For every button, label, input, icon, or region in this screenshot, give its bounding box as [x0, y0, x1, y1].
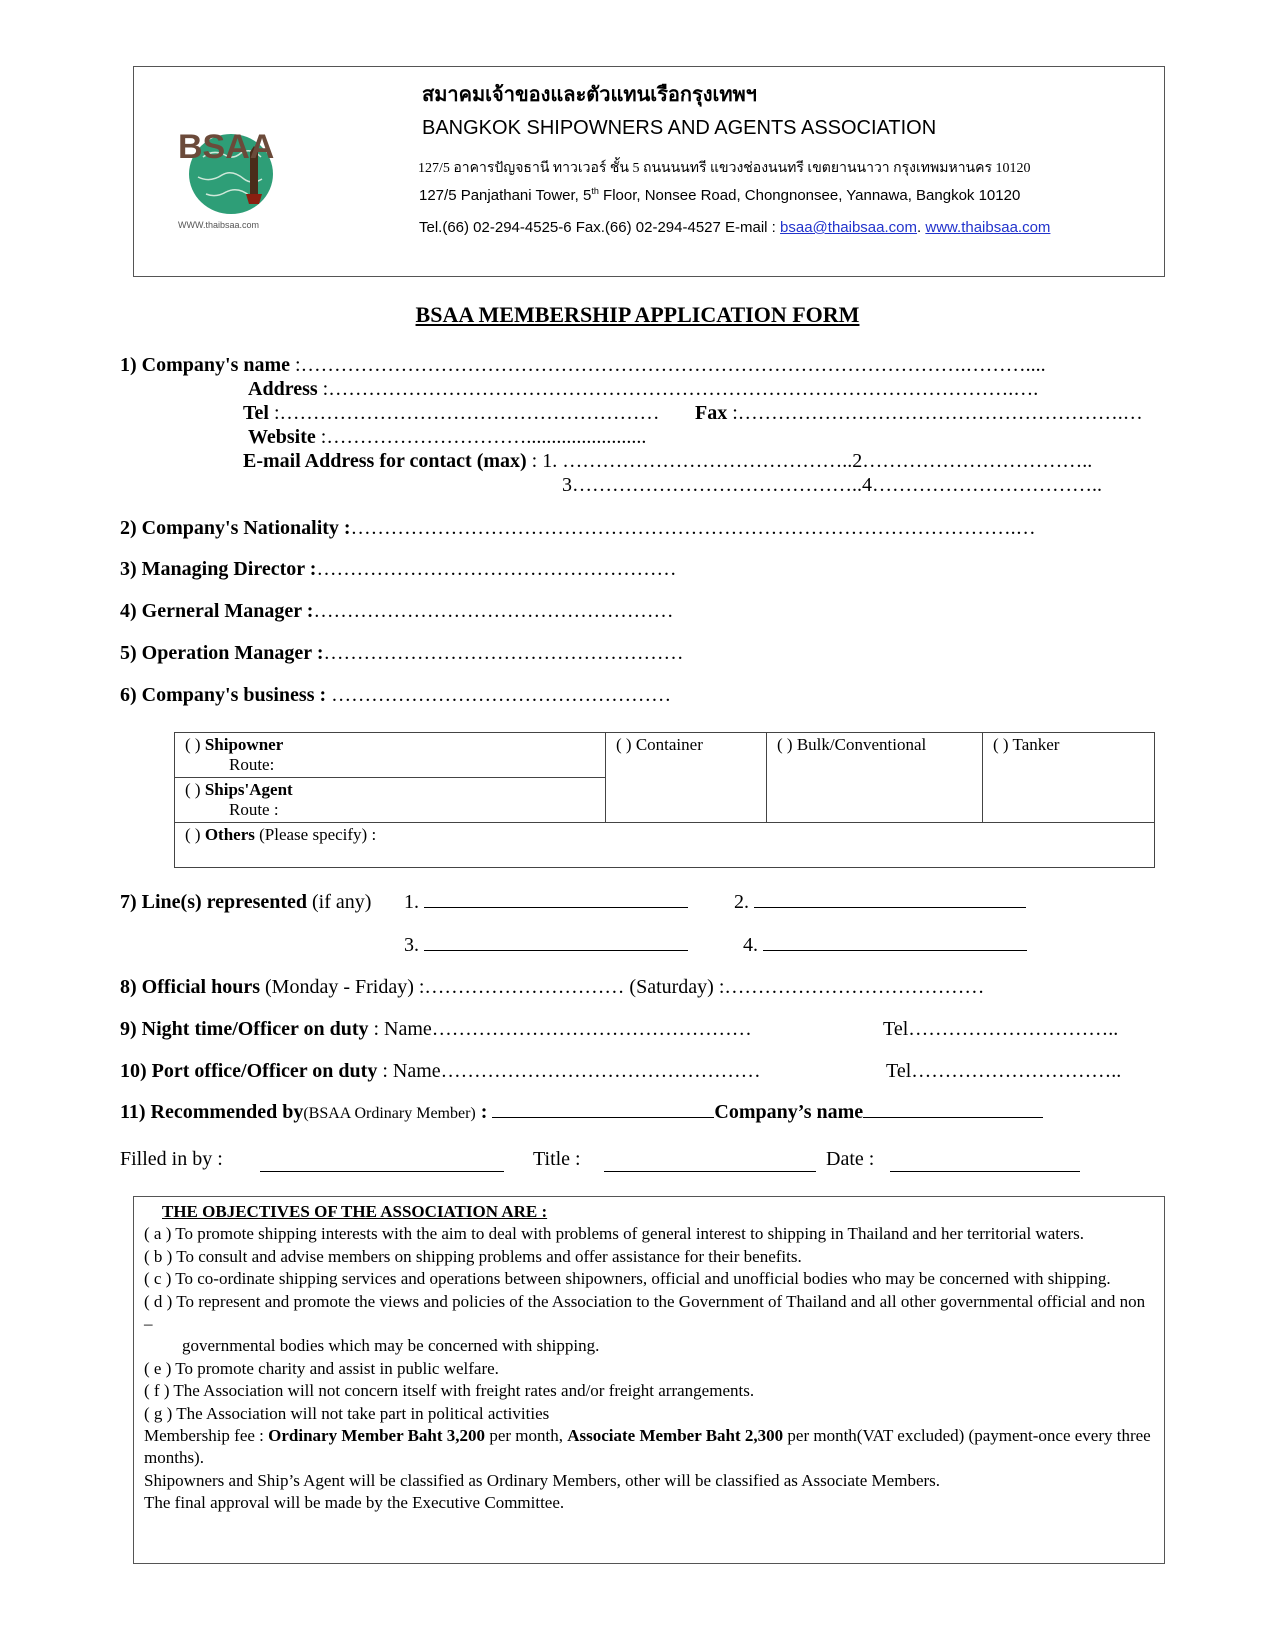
operation-manager-field[interactable]: 5) Operation Manager :………………………………………………: [120, 642, 684, 664]
filled-in-by-field[interactable]: Filled in by :: [120, 1148, 223, 1170]
website-field[interactable]: Website :…………………………........................: [248, 426, 647, 448]
objective-b: ( b ) To consult and advise members on shipping problems and offer assistance for their benefits.: [144, 1246, 802, 1266]
nationality-field[interactable]: 2) Company's Nationality :……………………………………………………………………………………….…: [120, 517, 1036, 539]
membership-fee: Membership fee : Ordinary Member Baht 3,200 per month, Associate Member Baht 2,300 per month(VAT excluded) (payment-once every three months).: [144, 1426, 1151, 1468]
association-thai-name: สมาคมเจ้าของและตัวแทนเรือกรุงเทพฯ: [422, 84, 757, 106]
business-type-table: [174, 732, 1155, 868]
ships-agent-cell[interactable]: ( ) Ships'Agent Route :: [175, 778, 606, 823]
line-1-field[interactable]: 1.: [404, 891, 688, 914]
line-2-field[interactable]: 2.: [734, 891, 1026, 914]
official-hours-field[interactable]: 8) Official hours (Monday - Friday) :………………………… (Saturday) :…………………………………: [120, 976, 985, 998]
shipowner-cell[interactable]: ( ) Shipowner Route:: [175, 733, 606, 778]
title-field-label: Title :: [533, 1148, 581, 1170]
date-line[interactable]: [890, 1170, 1080, 1172]
night-officer-name-field[interactable]: 9) Night time/Officer on duty : Name…………………………………………: [120, 1018, 752, 1040]
objectives-heading: THE OBJECTIVES OF THE ASSOCIATION ARE :: [162, 1202, 548, 1221]
port-officer-name-field[interactable]: 10) Port office/Officer on duty : Name…………………………………………: [120, 1060, 761, 1082]
svg-text:WWW.thaibsaa.com: WWW.thaibsaa.com: [178, 220, 260, 230]
objective-d-cont: governmental bodies which may be concerned with shipping.: [182, 1336, 600, 1356]
line-3-field[interactable]: 3.: [404, 934, 688, 957]
objective-f: ( f ) The Association will not concern itself with freight rates and/or freight arrangements.: [144, 1381, 755, 1401]
association-english-name: BANGKOK SHIPOWNERS AND AGENTS ASSOCIATION: [422, 117, 937, 139]
approval-note: The final approval will be made by the Executive Committee.: [144, 1493, 565, 1513]
tel-field[interactable]: Tel :…………………………………………………: [243, 402, 660, 424]
lines-represented-label: 7) Line(s) represented (if any): [120, 891, 372, 913]
objective-g: ( g ) The Association will not take part in political activities: [144, 1403, 550, 1423]
general-manager-field[interactable]: 4) Gerneral Manager :………………………………………………: [120, 600, 674, 622]
others-cell[interactable]: ( ) Others (Please specify) :: [175, 823, 1155, 868]
email-contact-field-2[interactable]: 3……………………………………..4……………………………..: [562, 474, 1102, 496]
thai-address: 127/5 อาคารปัญจธานี ทาวเวอร์ ชั้น 5 ถนนนนทรี แขวงช่องนนทรี เขตยานนาวา กรุงเทพมหานคร 10120: [418, 161, 1031, 176]
objective-d: ( d ) To represent and promote the views and policies of the Association to the Government of Thailand and all other governmental official and non –: [144, 1291, 1146, 1334]
english-address: 127/5 Panjathani Tower, 5th Floor, Nonsee Road, Chongnonsee, Yannawa, Bangkok 10120: [419, 186, 1021, 204]
line-4-field[interactable]: 4.: [743, 934, 1027, 957]
objective-c: ( c ) To co-ordinate shipping services and operations between shipowners, official and unofficial bodies who may be concerned with shipping.: [144, 1269, 1111, 1289]
bulk-conventional-option[interactable]: ( ) Bulk/Conventional: [767, 733, 983, 823]
container-option[interactable]: ( ) Container: [606, 733, 767, 823]
date-field-label: Date :: [826, 1148, 875, 1170]
website-link[interactable]: www.thaibsaa.com: [925, 219, 1051, 236]
tanker-option[interactable]: ( ) Tanker: [983, 733, 1155, 823]
address-field[interactable]: Address :………………………………………………………………………………………….….: [248, 378, 1039, 400]
contact-line: Tel.(66) 02-294-4525-6 Fax.(66) 02-294-4527 E-mail : bsaa@thaibsaa.com. www.thaibsaa.com: [419, 219, 1051, 236]
email-link[interactable]: bsaa@thaibsaa.com: [780, 219, 918, 236]
title-line[interactable]: [604, 1170, 816, 1172]
recommended-by-field[interactable]: 11) Recommended by(BSAA Ordinary Member) : Company’s name: [120, 1101, 1043, 1124]
form-title: BSAA MEMBERSHIP APPLICATION FORM: [415, 302, 860, 327]
night-officer-tel-field[interactable]: Tel…………………………..: [883, 1018, 1119, 1040]
svg-text:BSAA: BSAA: [178, 128, 275, 166]
filled-in-by-line[interactable]: [260, 1170, 504, 1172]
fax-field[interactable]: Fax :………………………………………………….…: [695, 402, 1143, 424]
company-name-field[interactable]: 1) Company's name :……………………………………………………………………………………….………....: [120, 354, 1046, 376]
managing-director-field[interactable]: 3) Managing Director :………………………………………………: [120, 558, 677, 580]
objectives-box: [133, 1196, 1165, 1564]
company-business-field[interactable]: 6) Company's business : ……………………………………………: [120, 684, 672, 706]
objective-a: ( a ) To promote shipping interests with the aim to deal with problems of general interest to shipping in Thailand and her territorial waters.: [144, 1224, 1085, 1244]
classification-note: Shipowners and Ship’s Agent will be classified as Ordinary Members, other will be classified as Associate Members.: [144, 1470, 941, 1490]
bsaa-logo: [178, 122, 290, 232]
objective-e: ( e ) To promote charity and assist in public welfare.: [144, 1358, 499, 1378]
port-officer-tel-field[interactable]: Tel…………………………..: [886, 1060, 1122, 1082]
email-contact-field[interactable]: E-mail Address for contact (max) : 1. ……………………………………..2……………………………..: [243, 450, 1093, 472]
